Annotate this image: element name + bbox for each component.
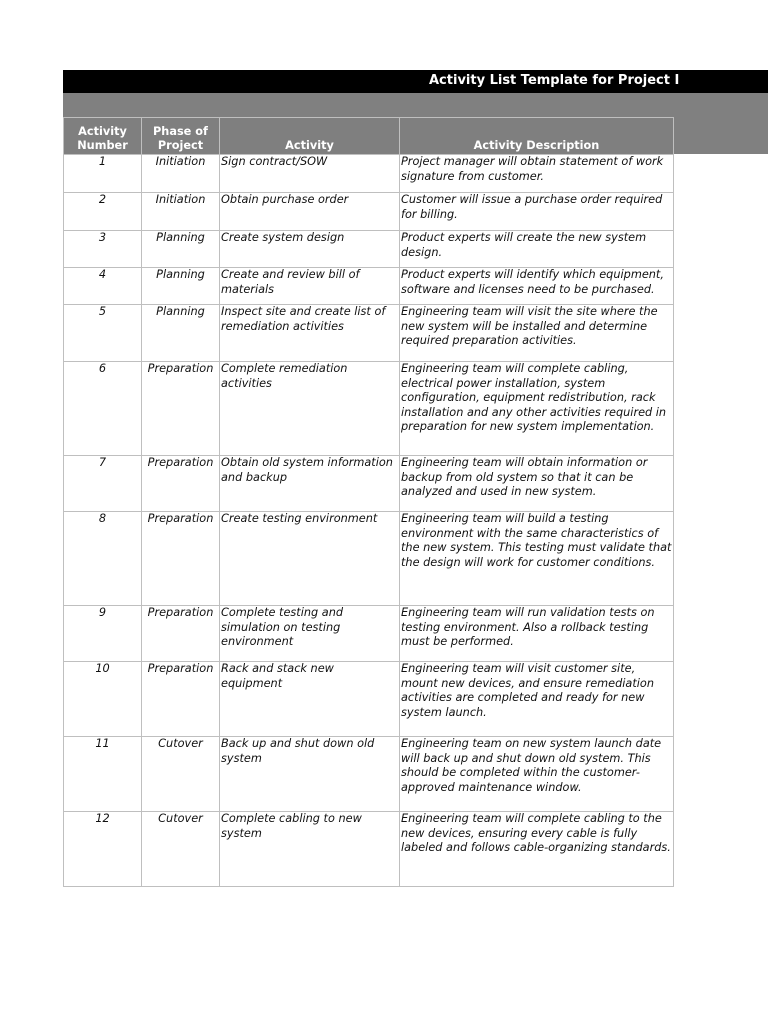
cell-activity: Complete testing and simulation on testing environment [220,606,400,662]
activity-table [63,117,674,887]
cell-activity-number: 12 [64,812,142,887]
document-title: Activity List Template for Project I [429,73,680,88]
cell-activity: Complete cabling to new system [220,812,400,887]
cell-activity-number: 10 [64,662,142,737]
table-row [64,512,674,606]
cell-activity-number: 2 [64,193,142,231]
cell-activity: Sign contract/SOW [220,155,400,193]
cell-activity-number: 6 [64,362,142,456]
cell-activity-number: 8 [64,512,142,606]
header-band [63,93,673,117]
title-bar [63,70,768,93]
cell-activity-number: 11 [64,737,142,812]
cell-phase: Preparation [142,362,220,456]
cell-description: Engineering team will run validation tests on testing environment. Also a rollback testing must be performed. [400,606,674,662]
table-row [64,193,674,231]
cell-phase: Planning [142,268,220,305]
cell-description: Engineering team will complete cabling, electrical power installation, system configuration, equipment redistribution, rack installation and any other activities required in preparation for new system implementation. [400,362,674,456]
cell-phase: Preparation [142,456,220,512]
header-activity: Activity [220,118,400,155]
table-row [64,812,674,887]
cell-description: Engineering team will visit customer site, mount new devices, and ensure remediation activities are completed and ready for new system launch. [400,662,674,737]
cell-activity-number: 5 [64,305,142,362]
cell-activity: Create system design [220,231,400,268]
cell-activity-number: 9 [64,606,142,662]
cell-description: Product experts will identify which equipment, software and licenses need to be purchased. [400,268,674,305]
cell-description: Engineering team will complete cabling to the new devices, ensuring every cable is fully labeled and follows cable-organizing standards. [400,812,674,887]
cell-description: Engineering team will build a testing environment with the same characteristics of the new system. This testing must validate that the design will work for customer conditions. [400,512,674,606]
cell-phase: Initiation [142,155,220,193]
table-row [64,456,674,512]
cell-activity: Obtain old system information and backup [220,456,400,512]
cell-phase: Planning [142,231,220,268]
cell-phase: Initiation [142,193,220,231]
cell-activity: Complete remediation activities [220,362,400,456]
table-row [64,305,674,362]
table-header-row [64,118,674,155]
table-row [64,231,674,268]
cell-description: Engineering team will obtain information or backup from old system so that it can be analyzed and used in new system. [400,456,674,512]
cell-phase: Planning [142,305,220,362]
cell-phase: Preparation [142,606,220,662]
cell-activity-number: 3 [64,231,142,268]
cell-phase: Cutover [142,737,220,812]
cell-phase: Preparation [142,662,220,737]
cell-activity: Obtain purchase order [220,193,400,231]
cell-description: Engineering team on new system launch date will back up and shut down old system. This should be completed within the customer-approved maintenance window. [400,737,674,812]
cell-activity: Create testing environment [220,512,400,606]
table-row [64,662,674,737]
table-row [64,155,674,193]
cell-description: Engineering team will visit the site where the new system will be installed and determine required preparation activities. [400,305,674,362]
cell-activity-number: 7 [64,456,142,512]
cell-phase: Cutover [142,812,220,887]
cell-activity-number: 1 [64,155,142,193]
cell-activity: Create and review bill of materials [220,268,400,305]
header-activity-number: Activity Number [64,118,142,155]
table-row [64,268,674,305]
table-row [64,737,674,812]
cell-activity-number: 4 [64,268,142,305]
cell-description: Project manager will obtain statement of work signature from customer. [400,155,674,193]
cell-activity: Back up and shut down old system [220,737,400,812]
header-description: Activity Description [400,118,674,155]
table-row [64,606,674,662]
cell-description: Product experts will create the new system design. [400,231,674,268]
cell-description: Customer will issue a purchase order required for billing. [400,193,674,231]
table-row [64,362,674,456]
header-phase: Phase of Project [142,118,220,155]
cell-activity: Rack and stack new equipment [220,662,400,737]
cell-activity: Inspect site and create list of remediation activities [220,305,400,362]
cell-phase: Preparation [142,512,220,606]
